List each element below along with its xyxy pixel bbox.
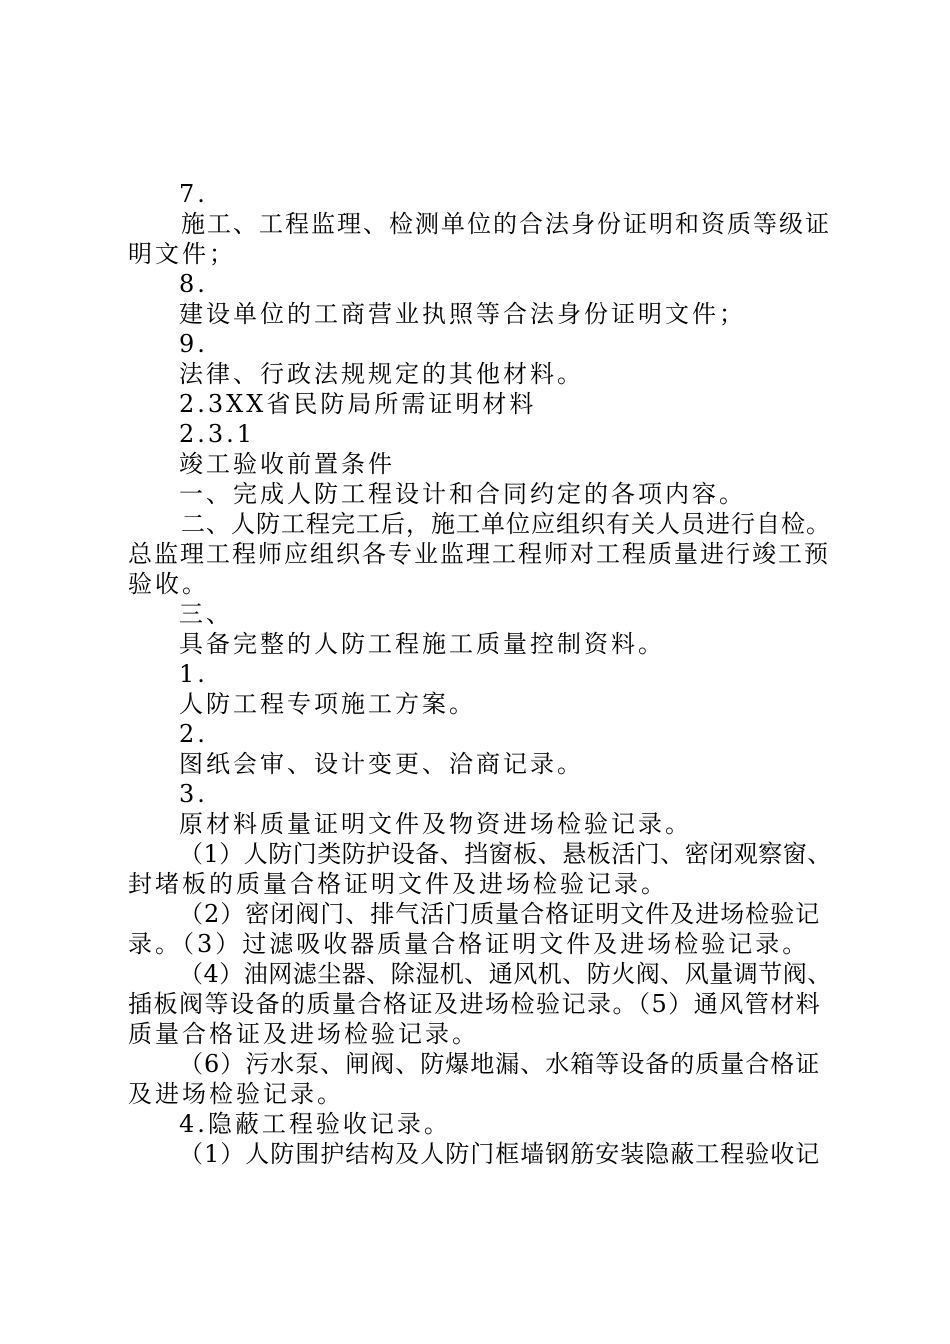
- text-line: （1）人防门类防护设备、挡窗板、悬板活门、密闭观察窗、: [179, 840, 832, 868]
- text-line: 人防工程专项施工方案。: [179, 690, 476, 718]
- text-line: 图纸会审、设计变更、洽商记录。: [179, 750, 584, 778]
- text-line: 质量合格证及进场检验记录。: [128, 1020, 479, 1048]
- text-line: 8.: [179, 270, 208, 298]
- text-line: 2.3.1: [179, 420, 256, 448]
- text-line: 原材料质量证明文件及物资进场检验记录。: [179, 810, 692, 838]
- text-line: 4.隐蔽工程验收记录。: [179, 1110, 451, 1138]
- text-line: 法律、行政法规规定的其他材料。: [179, 360, 584, 388]
- text-line: 及进场检验记录。: [128, 1080, 344, 1108]
- text-line: 1.: [179, 660, 208, 688]
- text-line: 验收。: [128, 570, 209, 598]
- text-line: 二、人防工程完工后，施工单位应组织有关人员进行自检。: [181, 510, 831, 538]
- text-line: 总监理工程师应组织各专业监理工程师对工程质量进行竣工预: [128, 540, 830, 568]
- text-line: 3.: [179, 780, 208, 808]
- text-line: 2.3XX省民防局所需证明材料: [179, 390, 537, 418]
- text-line: 一、完成人防工程设计和合同约定的各项内容。: [179, 480, 746, 508]
- text-line: 施工、工程监理、检测单位的合法身份证明和资质等级证: [181, 210, 831, 238]
- text-line: 9.: [179, 330, 208, 358]
- text-line: 2.: [179, 720, 208, 748]
- text-line: （6）污水泵、闸阀、防爆地漏、水箱等设备的质量合格证: [179, 1050, 821, 1078]
- text-line: 录。（3）过滤吸收器质量合格证明文件及进场检验记录。: [128, 930, 810, 958]
- text-line: （1）人防围护结构及人防门框墙钢筋安装隐蔽工程验收记: [179, 1140, 821, 1168]
- text-line: 封堵板的质量合格证明文件及进场检验记录。: [128, 870, 668, 898]
- text-line: 三、: [179, 600, 233, 628]
- text-line: （2）密闭阀门、排气活门质量合格证明文件及进场检验记: [179, 900, 821, 928]
- text-line: 7.: [179, 180, 208, 208]
- text-line: （4）油网滤尘器、除湿机、通风机、防火阀、风量调节阀、: [179, 960, 832, 988]
- text-line: 明文件；: [128, 240, 236, 268]
- text-line: 建设单位的工商营业执照等合法身份证明文件；: [179, 300, 746, 328]
- text-line: 插板阀等设备的质量合格证及进场检验记录。（5）通风管材料: [128, 990, 822, 1018]
- text-line: 竣工验收前置条件: [179, 450, 395, 478]
- text-line: 具备完整的人防工程施工质量控制资料。: [179, 630, 665, 658]
